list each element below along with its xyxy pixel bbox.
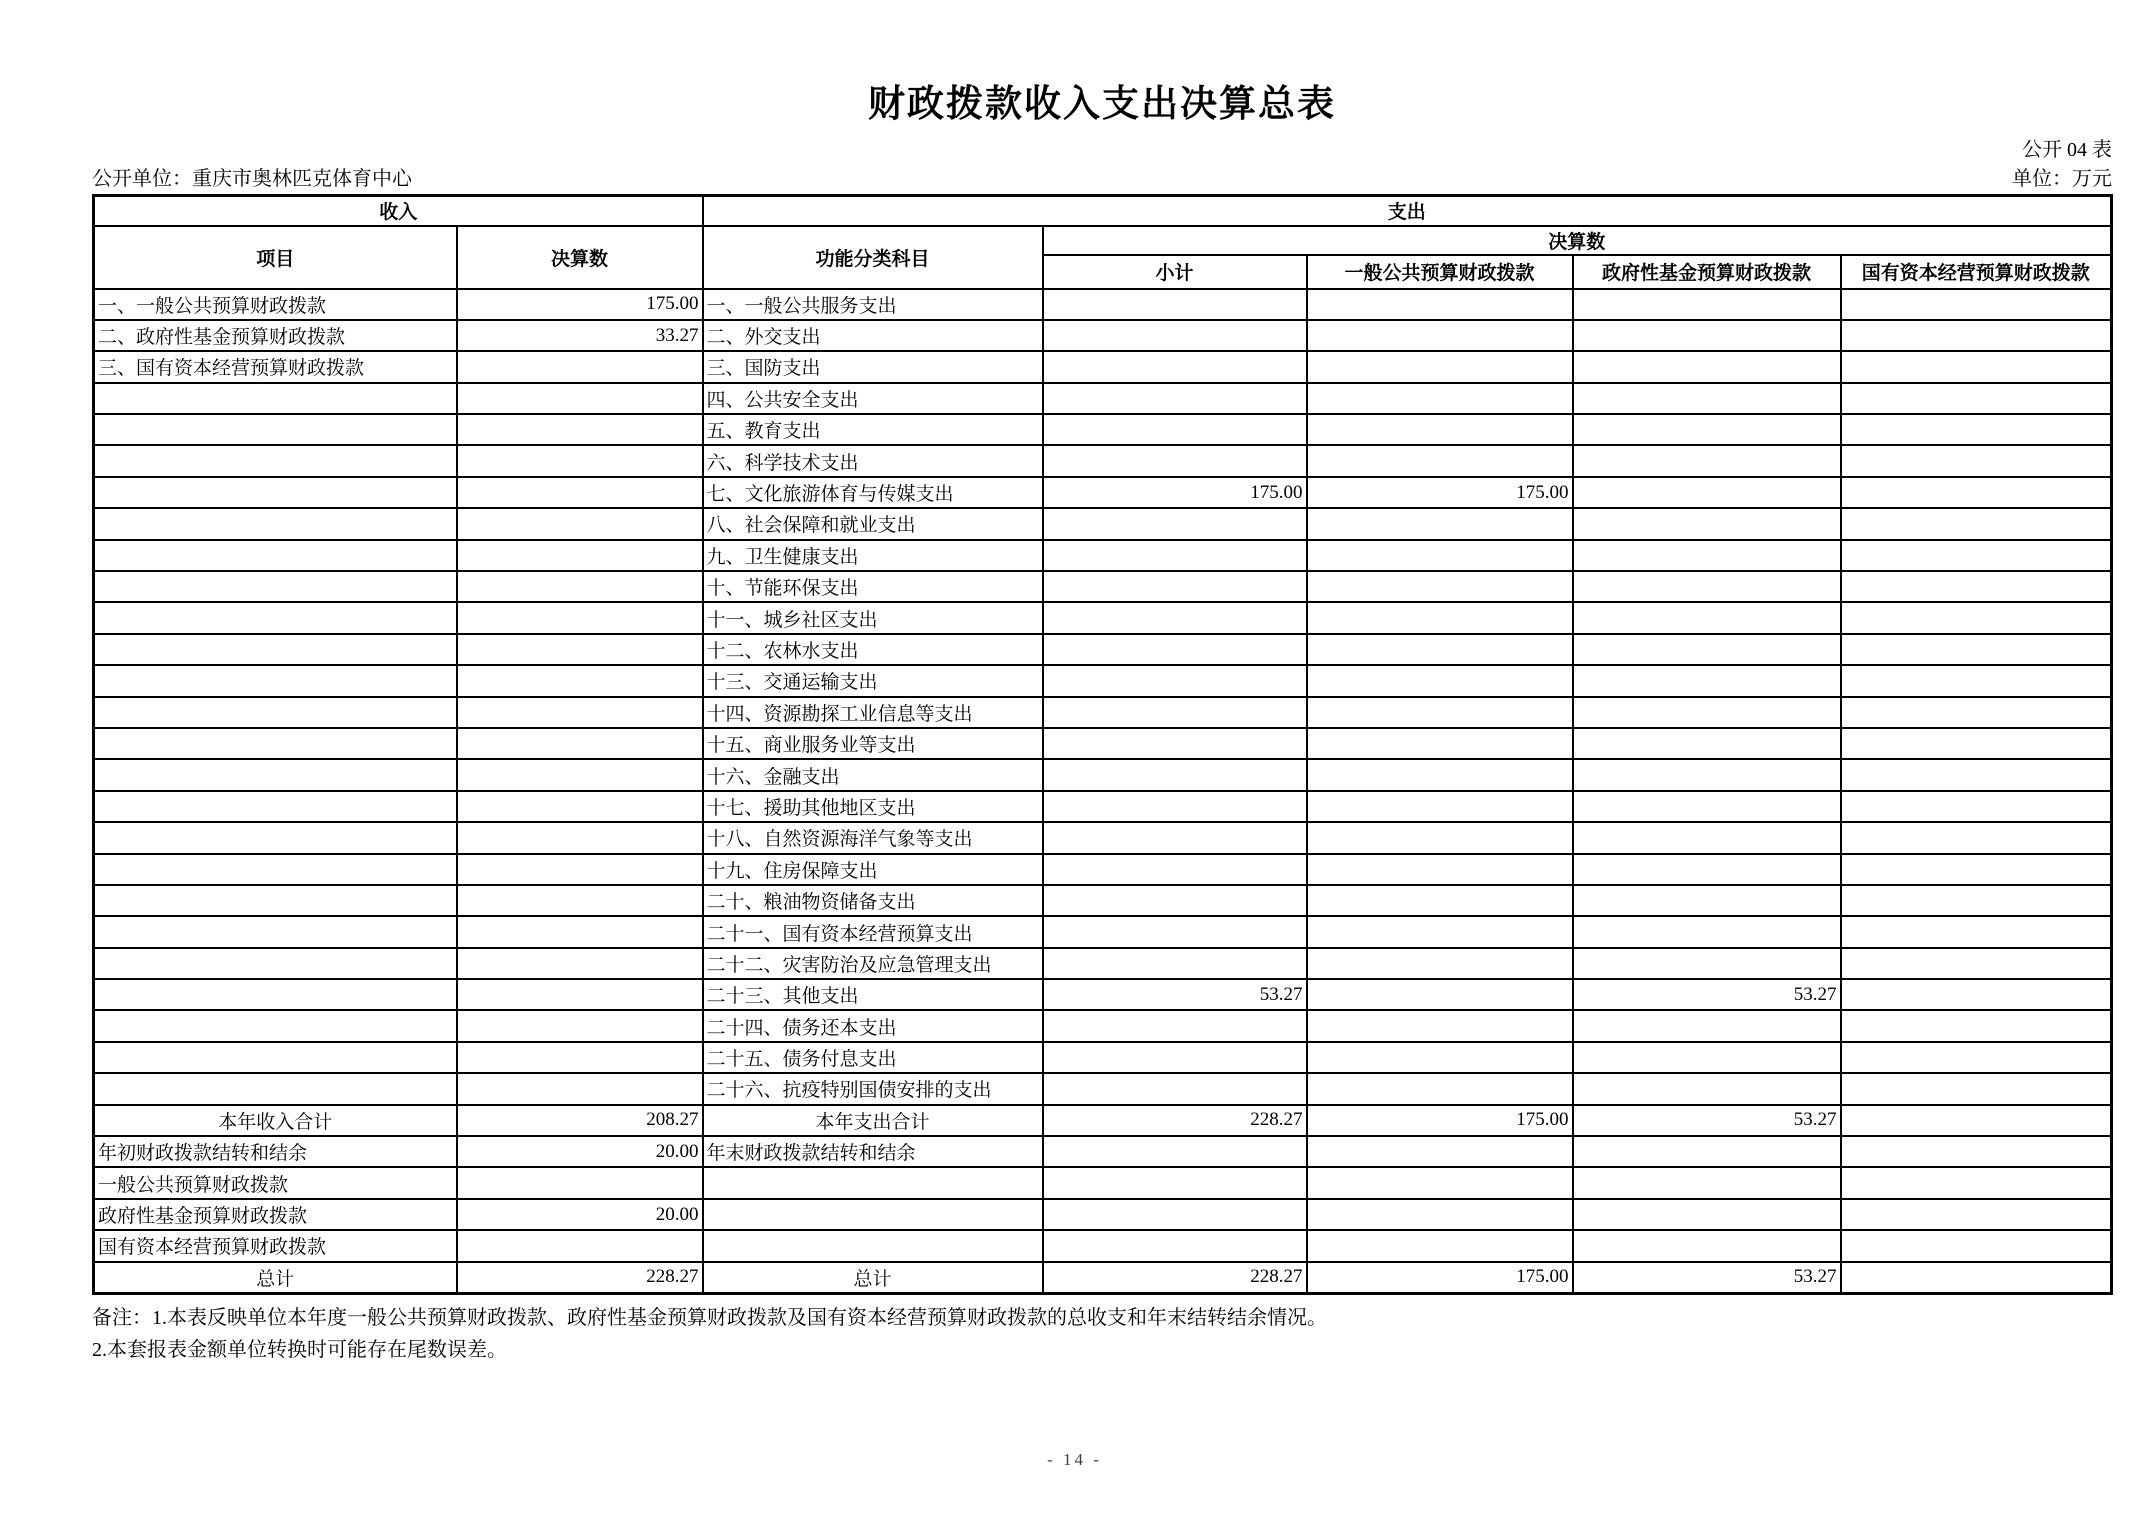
income-value-cell: 228.27 <box>457 1262 703 1293</box>
expense-general-cell <box>1307 508 1573 539</box>
expense-subtotal-cell <box>1043 1199 1307 1230</box>
table-row <box>94 1262 2112 1293</box>
expense-general-cell <box>1307 854 1573 885</box>
expense-general-cell <box>1307 979 1573 1010</box>
expense-govfund-cell <box>1573 759 1841 790</box>
income-item-cell <box>94 445 457 476</box>
expense-general-cell <box>1307 791 1573 822</box>
income-value-cell <box>457 602 703 633</box>
unit-label: 单位：万元 <box>2012 168 2112 190</box>
expense-general-cell: 175.00 <box>1307 1105 1573 1136</box>
income-value-cell <box>457 854 703 885</box>
expense-item-cell: 四、公共安全支出 <box>703 383 1043 414</box>
expense-general-cell <box>1307 540 1573 571</box>
expense-general-cell <box>1307 602 1573 633</box>
expense-subtotal-cell <box>1043 289 1307 320</box>
income-item-cell <box>94 665 457 696</box>
footnote-line-2: 2.本套报表金额单位转换时可能存在尾数误差。 <box>92 1338 507 1361</box>
expense-subtotal-cell <box>1043 948 1307 979</box>
expense-subtotal-cell <box>1043 540 1307 571</box>
income-value-cell <box>457 1042 703 1073</box>
expense-subtotal-cell <box>1043 602 1307 633</box>
expense-item-cell: 十八、自然资源海洋气象等支出 <box>703 822 1043 853</box>
income-value-cell <box>457 1010 703 1041</box>
expense-govfund-cell <box>1573 414 1841 445</box>
expense-general-cell <box>1307 1167 1573 1198</box>
expense-subtotal-cell: 175.00 <box>1043 477 1307 508</box>
expense-govfund-cell <box>1573 1199 1841 1230</box>
expense-statecapital-cell <box>1841 1073 2112 1104</box>
expense-general-cell <box>1307 383 1573 414</box>
expense-statecapital-cell <box>1841 885 2112 916</box>
table-row <box>94 1136 2112 1167</box>
expense-general-cell <box>1307 414 1573 445</box>
expense-subtotal-cell <box>1043 414 1307 445</box>
income-value-cell <box>457 477 703 508</box>
table-row <box>94 634 2112 665</box>
expense-govfund-cell <box>1573 602 1841 633</box>
subtotal-header: 小计 <box>1043 255 1307 289</box>
income-value-cell: 33.27 <box>457 320 703 351</box>
expense-general-cell <box>1307 665 1573 696</box>
income-item-cell <box>94 697 457 728</box>
income-value-cell <box>457 634 703 665</box>
expense-govfund-cell <box>1573 854 1841 885</box>
expense-govfund-cell <box>1573 1010 1841 1041</box>
expense-govfund-cell <box>1573 885 1841 916</box>
expense-general-cell <box>1307 1230 1573 1261</box>
general-budget-header: 一般公共预算财政拨款 <box>1307 255 1573 289</box>
table-row <box>94 383 2112 414</box>
footnotes <box>92 1302 2112 1366</box>
table-row <box>94 445 2112 476</box>
table-row <box>94 665 2112 696</box>
income-value-cell: 20.00 <box>457 1199 703 1230</box>
income-item-cell: 本年收入合计 <box>94 1105 457 1136</box>
expense-item-cell: 八、社会保障和就业支出 <box>703 508 1043 539</box>
income-value-cell <box>457 759 703 790</box>
expense-subtotal-cell: 228.27 <box>1043 1262 1307 1293</box>
expense-statecapital-cell <box>1841 351 2112 382</box>
expense-general-cell <box>1307 916 1573 947</box>
expense-item-cell: 十四、资源勘探工业信息等支出 <box>703 697 1043 728</box>
table-row <box>94 854 2112 885</box>
expense-govfund-cell <box>1573 948 1841 979</box>
expense-statecapital-cell <box>1841 540 2112 571</box>
table-row <box>94 1167 2112 1198</box>
expense-general-cell <box>1307 1199 1573 1230</box>
income-value-cell <box>457 540 703 571</box>
expense-statecapital-cell <box>1841 1136 2112 1167</box>
table-body <box>94 289 2112 1294</box>
expense-statecapital-cell <box>1841 1262 2112 1293</box>
expense-statecapital-cell <box>1841 1042 2112 1073</box>
income-value-cell <box>457 979 703 1010</box>
income-item-cell <box>94 414 457 445</box>
income-value-cell <box>457 916 703 947</box>
expense-item-cell: 十七、援助其他地区支出 <box>703 791 1043 822</box>
expense-statecapital-cell <box>1841 728 2112 759</box>
table-row <box>94 791 2112 822</box>
income-section-header: 收入 <box>94 196 703 226</box>
income-item-cell <box>94 854 457 885</box>
expense-subtotal-cell <box>1043 445 1307 476</box>
expense-general-cell: 175.00 <box>1307 1262 1573 1293</box>
expense-general-cell <box>1307 697 1573 728</box>
state-capital-budget-header: 国有资本经营预算财政拨款 <box>1841 255 2112 289</box>
expense-statecapital-cell <box>1841 602 2112 633</box>
expense-statecapital-cell <box>1841 1230 2112 1261</box>
expense-item-cell: 二十六、抗疫特别国债安排的支出 <box>703 1073 1043 1104</box>
expense-general-cell <box>1307 948 1573 979</box>
expense-general-cell <box>1307 1073 1573 1104</box>
income-item-cell <box>94 885 457 916</box>
expense-govfund-cell <box>1573 1167 1841 1198</box>
expense-item-cell <box>703 1199 1043 1230</box>
publisher-label: 公开单位：重庆市奥林匹克体育中心 <box>92 168 412 190</box>
income-value-cell <box>457 383 703 414</box>
expense-general-cell <box>1307 571 1573 602</box>
expense-item-cell: 五、教育支出 <box>703 414 1043 445</box>
income-item-cell: 国有资本经营预算财政拨款 <box>94 1230 457 1261</box>
income-item-header: 项目 <box>94 226 457 289</box>
expense-subtotal-cell <box>1043 1010 1307 1041</box>
income-value-cell <box>457 697 703 728</box>
expense-subtotal-cell <box>1043 854 1307 885</box>
income-item-cell <box>94 634 457 665</box>
header-row-sections <box>94 196 2112 226</box>
expense-statecapital-cell <box>1841 822 2112 853</box>
expense-item-cell: 本年支出合计 <box>703 1105 1043 1136</box>
meta-row <box>92 167 2112 191</box>
expense-item-cell: 二十三、其他支出 <box>703 979 1043 1010</box>
expense-item-cell: 十九、住房保障支出 <box>703 854 1043 885</box>
expense-statecapital-cell <box>1841 916 2112 947</box>
income-value-cell <box>457 508 703 539</box>
expense-statecapital-cell <box>1841 414 2112 445</box>
expense-subtotal-cell: 228.27 <box>1043 1105 1307 1136</box>
expense-govfund-cell <box>1573 1073 1841 1104</box>
expense-govfund-cell: 53.27 <box>1573 979 1841 1010</box>
expense-govfund-cell <box>1573 445 1841 476</box>
functional-category-header: 功能分类科目 <box>703 226 1043 289</box>
table-row <box>94 1010 2112 1041</box>
income-value-cell <box>457 445 703 476</box>
income-item-cell <box>94 571 457 602</box>
expense-govfund-cell <box>1573 351 1841 382</box>
table-row <box>94 320 2112 351</box>
gov-fund-budget-header: 政府性基金预算财政拨款 <box>1573 255 1841 289</box>
income-item-cell <box>94 948 457 979</box>
expense-amount-group-header: 决算数 <box>1043 226 2112 255</box>
expense-govfund-cell <box>1573 791 1841 822</box>
table-header <box>94 196 2112 289</box>
expense-statecapital-cell <box>1841 445 2112 476</box>
expense-govfund-cell <box>1573 697 1841 728</box>
expense-item-cell: 二、外交支出 <box>703 320 1043 351</box>
expense-subtotal-cell <box>1043 759 1307 790</box>
expense-statecapital-cell <box>1841 508 2112 539</box>
expense-subtotal-cell <box>1043 1230 1307 1261</box>
expense-govfund-cell <box>1573 320 1841 351</box>
expense-general-cell <box>1307 320 1573 351</box>
income-item-cell <box>94 1073 457 1104</box>
income-item-cell <box>94 979 457 1010</box>
expense-statecapital-cell <box>1841 634 2112 665</box>
form-code-label: 公开 04 表 <box>2022 139 2112 161</box>
income-value-cell: 175.00 <box>457 289 703 320</box>
expense-general-cell <box>1307 759 1573 790</box>
expense-item-cell: 一、一般公共服务支出 <box>703 289 1043 320</box>
income-item-cell <box>94 1010 457 1041</box>
table-row <box>94 571 2112 602</box>
expense-subtotal-cell <box>1043 791 1307 822</box>
expense-govfund-cell: 53.27 <box>1573 1262 1841 1293</box>
expense-item-cell: 三、国防支出 <box>703 351 1043 382</box>
income-value-cell <box>457 885 703 916</box>
income-item-cell <box>94 540 457 571</box>
income-item-cell <box>94 916 457 947</box>
table-row <box>94 1230 2112 1261</box>
expense-statecapital-cell <box>1841 665 2112 696</box>
expense-subtotal-cell: 53.27 <box>1043 979 1307 1010</box>
expense-general-cell <box>1307 822 1573 853</box>
expense-item-cell: 七、文化旅游体育与传媒支出 <box>703 477 1043 508</box>
income-value-cell <box>457 351 703 382</box>
header-row-groups <box>94 226 2112 255</box>
expense-item-cell <box>703 1167 1043 1198</box>
expense-statecapital-cell <box>1841 759 2112 790</box>
expense-general-cell <box>1307 634 1573 665</box>
expense-item-cell: 十五、商业服务业等支出 <box>703 728 1043 759</box>
income-value-cell <box>457 571 703 602</box>
expense-govfund-cell <box>1573 540 1841 571</box>
expense-subtotal-cell <box>1043 822 1307 853</box>
expense-govfund-cell <box>1573 1230 1841 1261</box>
income-item-cell <box>94 508 457 539</box>
expense-item-cell: 二十、粮油物资储备支出 <box>703 885 1043 916</box>
expense-general-cell <box>1307 1010 1573 1041</box>
table-row <box>94 289 2112 320</box>
income-value-cell <box>457 1073 703 1104</box>
expense-statecapital-cell <box>1841 948 2112 979</box>
income-item-cell <box>94 1042 457 1073</box>
page-number: - 14 - <box>1047 1450 1102 1469</box>
expense-item-cell: 十六、金融支出 <box>703 759 1043 790</box>
income-value-cell: 208.27 <box>457 1105 703 1136</box>
expense-general-cell <box>1307 885 1573 916</box>
expense-item-cell: 十三、交通运输支出 <box>703 665 1043 696</box>
table-row <box>94 885 2112 916</box>
income-amount-header: 决算数 <box>457 226 703 289</box>
table-row <box>94 508 2112 539</box>
expense-statecapital-cell <box>1841 1105 2112 1136</box>
expense-item-cell: 二十一、国有资本经营预算支出 <box>703 916 1043 947</box>
expense-item-cell <box>703 1230 1043 1261</box>
expense-general-cell: 175.00 <box>1307 477 1573 508</box>
table-row <box>94 1105 2112 1136</box>
income-value-cell <box>457 1167 703 1198</box>
table-row <box>94 1073 2112 1104</box>
income-item-cell: 一般公共预算财政拨款 <box>94 1167 457 1198</box>
footnote-line-1: 备注：1.本表反映单位本年度一般公共预算财政拨款、政府性基金预算财政拨款及国有资本经营预算财政拨款的总收支和年末结转结余情况。 <box>92 1306 1327 1329</box>
income-item-cell <box>94 791 457 822</box>
expense-item-cell: 二十四、债务还本支出 <box>703 1010 1043 1041</box>
income-item-cell: 二、政府性基金预算财政拨款 <box>94 320 457 351</box>
expense-govfund-cell <box>1573 822 1841 853</box>
expense-govfund-cell: 53.27 <box>1573 1105 1841 1136</box>
expense-statecapital-cell <box>1841 477 2112 508</box>
expense-subtotal-cell <box>1043 885 1307 916</box>
income-value-cell <box>457 1230 703 1261</box>
expense-subtotal-cell <box>1043 1042 1307 1073</box>
expense-statecapital-cell <box>1841 320 2112 351</box>
table-row <box>94 697 2112 728</box>
expense-govfund-cell <box>1573 634 1841 665</box>
income-item-cell <box>94 383 457 414</box>
table-row <box>94 351 2112 382</box>
expense-item-cell: 九、卫生健康支出 <box>703 540 1043 571</box>
table-row <box>94 1042 2112 1073</box>
income-item-cell: 三、国有资本经营预算财政拨款 <box>94 351 457 382</box>
income-value-cell <box>457 822 703 853</box>
expense-item-cell: 十、节能环保支出 <box>703 571 1043 602</box>
income-item-cell <box>94 728 457 759</box>
income-item-cell <box>94 822 457 853</box>
expense-item-cell: 十二、农林水支出 <box>703 634 1043 665</box>
expense-item-cell: 十一、城乡社区支出 <box>703 602 1043 633</box>
table-row <box>94 822 2112 853</box>
expense-govfund-cell <box>1573 916 1841 947</box>
expense-item-cell: 六、科学技术支出 <box>703 445 1043 476</box>
income-item-cell <box>94 759 457 790</box>
expense-subtotal-cell <box>1043 1136 1307 1167</box>
table-row <box>94 728 2112 759</box>
expense-general-cell <box>1307 289 1573 320</box>
expense-govfund-cell <box>1573 383 1841 414</box>
expense-subtotal-cell <box>1043 1167 1307 1198</box>
expense-govfund-cell <box>1573 477 1841 508</box>
table-row <box>94 540 2112 571</box>
expense-subtotal-cell <box>1043 508 1307 539</box>
income-value-cell <box>457 791 703 822</box>
income-value-cell <box>457 948 703 979</box>
expense-statecapital-cell <box>1841 1010 2112 1041</box>
expense-statecapital-cell <box>1841 1167 2112 1198</box>
expense-statecapital-cell <box>1841 979 2112 1010</box>
table-row <box>94 916 2112 947</box>
table-row <box>94 759 2112 790</box>
expense-govfund-cell <box>1573 508 1841 539</box>
expense-subtotal-cell <box>1043 571 1307 602</box>
income-value-cell <box>457 728 703 759</box>
expense-statecapital-cell <box>1841 854 2112 885</box>
expense-subtotal-cell <box>1043 383 1307 414</box>
expense-general-cell <box>1307 351 1573 382</box>
expense-item-cell: 二十二、灾害防治及应急管理支出 <box>703 948 1043 979</box>
table-row <box>94 979 2112 1010</box>
expense-subtotal-cell <box>1043 320 1307 351</box>
expense-item-cell: 总计 <box>703 1262 1043 1293</box>
document-content <box>92 0 2112 1366</box>
expense-general-cell <box>1307 1042 1573 1073</box>
income-item-cell <box>94 602 457 633</box>
expense-statecapital-cell <box>1841 1199 2112 1230</box>
expense-statecapital-cell <box>1841 697 2112 728</box>
expense-statecapital-cell <box>1841 289 2112 320</box>
table-row <box>94 1199 2112 1230</box>
expense-general-cell <box>1307 445 1573 476</box>
expense-subtotal-cell <box>1043 634 1307 665</box>
expense-subtotal-cell <box>1043 916 1307 947</box>
expense-general-cell <box>1307 728 1573 759</box>
expense-subtotal-cell <box>1043 351 1307 382</box>
income-item-cell: 总计 <box>94 1262 457 1293</box>
expense-subtotal-cell <box>1043 728 1307 759</box>
income-item-cell <box>94 477 457 508</box>
expense-govfund-cell <box>1573 665 1841 696</box>
table-row <box>94 414 2112 445</box>
expense-section-header: 支出 <box>703 196 2112 226</box>
expense-statecapital-cell <box>1841 571 2112 602</box>
expense-subtotal-cell <box>1043 1073 1307 1104</box>
expense-item-cell: 二十五、债务付息支出 <box>703 1042 1043 1073</box>
income-item-cell: 政府性基金预算财政拨款 <box>94 1199 457 1230</box>
expense-statecapital-cell <box>1841 383 2112 414</box>
income-item-cell: 一、一般公共预算财政拨款 <box>94 289 457 320</box>
table-row <box>94 477 2112 508</box>
table-row <box>94 948 2112 979</box>
expense-govfund-cell <box>1573 289 1841 320</box>
page-title: 财政拨款收入支出决算总表 <box>868 84 1336 125</box>
expense-subtotal-cell <box>1043 697 1307 728</box>
fiscal-summary-table <box>92 194 2113 1295</box>
income-value-cell <box>457 414 703 445</box>
expense-govfund-cell <box>1573 1042 1841 1073</box>
expense-statecapital-cell <box>1841 791 2112 822</box>
table-row <box>94 602 2112 633</box>
expense-govfund-cell <box>1573 571 1841 602</box>
income-value-cell <box>457 665 703 696</box>
expense-subtotal-cell <box>1043 665 1307 696</box>
income-item-cell: 年初财政拨款结转和结余 <box>94 1136 457 1167</box>
expense-general-cell <box>1307 1136 1573 1167</box>
expense-item-cell: 年末财政拨款结转和结余 <box>703 1136 1043 1167</box>
income-value-cell: 20.00 <box>457 1136 703 1167</box>
expense-govfund-cell <box>1573 728 1841 759</box>
expense-govfund-cell <box>1573 1136 1841 1167</box>
